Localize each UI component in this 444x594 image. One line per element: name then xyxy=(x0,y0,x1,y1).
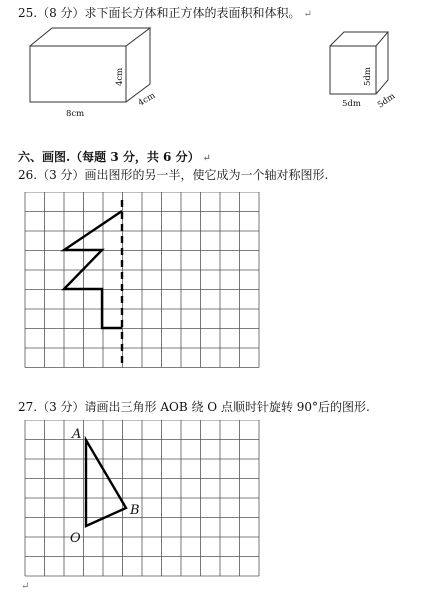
question-27-label: 27.（3 分）请画出三角形 AOB 绕 O 点顺时针旋转 90°后的图形. xyxy=(18,400,370,414)
symmetry-half-shape xyxy=(64,211,122,328)
question-25-text xyxy=(18,6,312,22)
point-a-label: A xyxy=(72,427,82,442)
question-26-text xyxy=(18,168,328,182)
rotation-grid-figure xyxy=(24,420,260,582)
cube-height-label: 5dm xyxy=(363,67,373,86)
section-6-label: 六、画图.（每题 3 分，共 6 分） xyxy=(18,150,200,164)
cuboid-top-face xyxy=(30,28,150,46)
point-b-label: B xyxy=(130,503,140,518)
cube-length-label: 5dm xyxy=(342,99,361,109)
question-25-label: 25.（8 分）求下面长方体和正方体的表面积和体积。 xyxy=(18,6,301,20)
triangle-aob xyxy=(86,440,126,526)
return-mark-icon: ↵ xyxy=(303,9,312,20)
cuboid-length-label: 8cm xyxy=(66,109,85,119)
return-mark-icon: ↵ xyxy=(202,153,211,164)
return-mark-icon: ↵ xyxy=(21,581,30,592)
cuboid-height-label: 4cm xyxy=(115,67,125,86)
cube-figure xyxy=(326,30,436,114)
symmetry-grid xyxy=(25,192,259,368)
cube-top-face xyxy=(330,32,388,46)
question-26-label: 26.（3 分）画出图形的另一半，使它成为一个轴对称图形. xyxy=(18,168,329,182)
cuboid-side-face xyxy=(126,28,150,102)
rotation-grid xyxy=(25,420,259,576)
cuboid-front-face xyxy=(30,46,126,102)
cuboid-figure xyxy=(22,26,172,122)
section-6-heading xyxy=(18,150,211,166)
symmetry-grid-figure xyxy=(24,192,260,368)
point-o-label: O xyxy=(70,531,81,546)
cuboid-width-label: 4cm xyxy=(136,90,158,109)
cube-side-face xyxy=(376,32,388,94)
question-27-text xyxy=(18,400,370,414)
cube-width-label: 5dm xyxy=(375,91,398,111)
